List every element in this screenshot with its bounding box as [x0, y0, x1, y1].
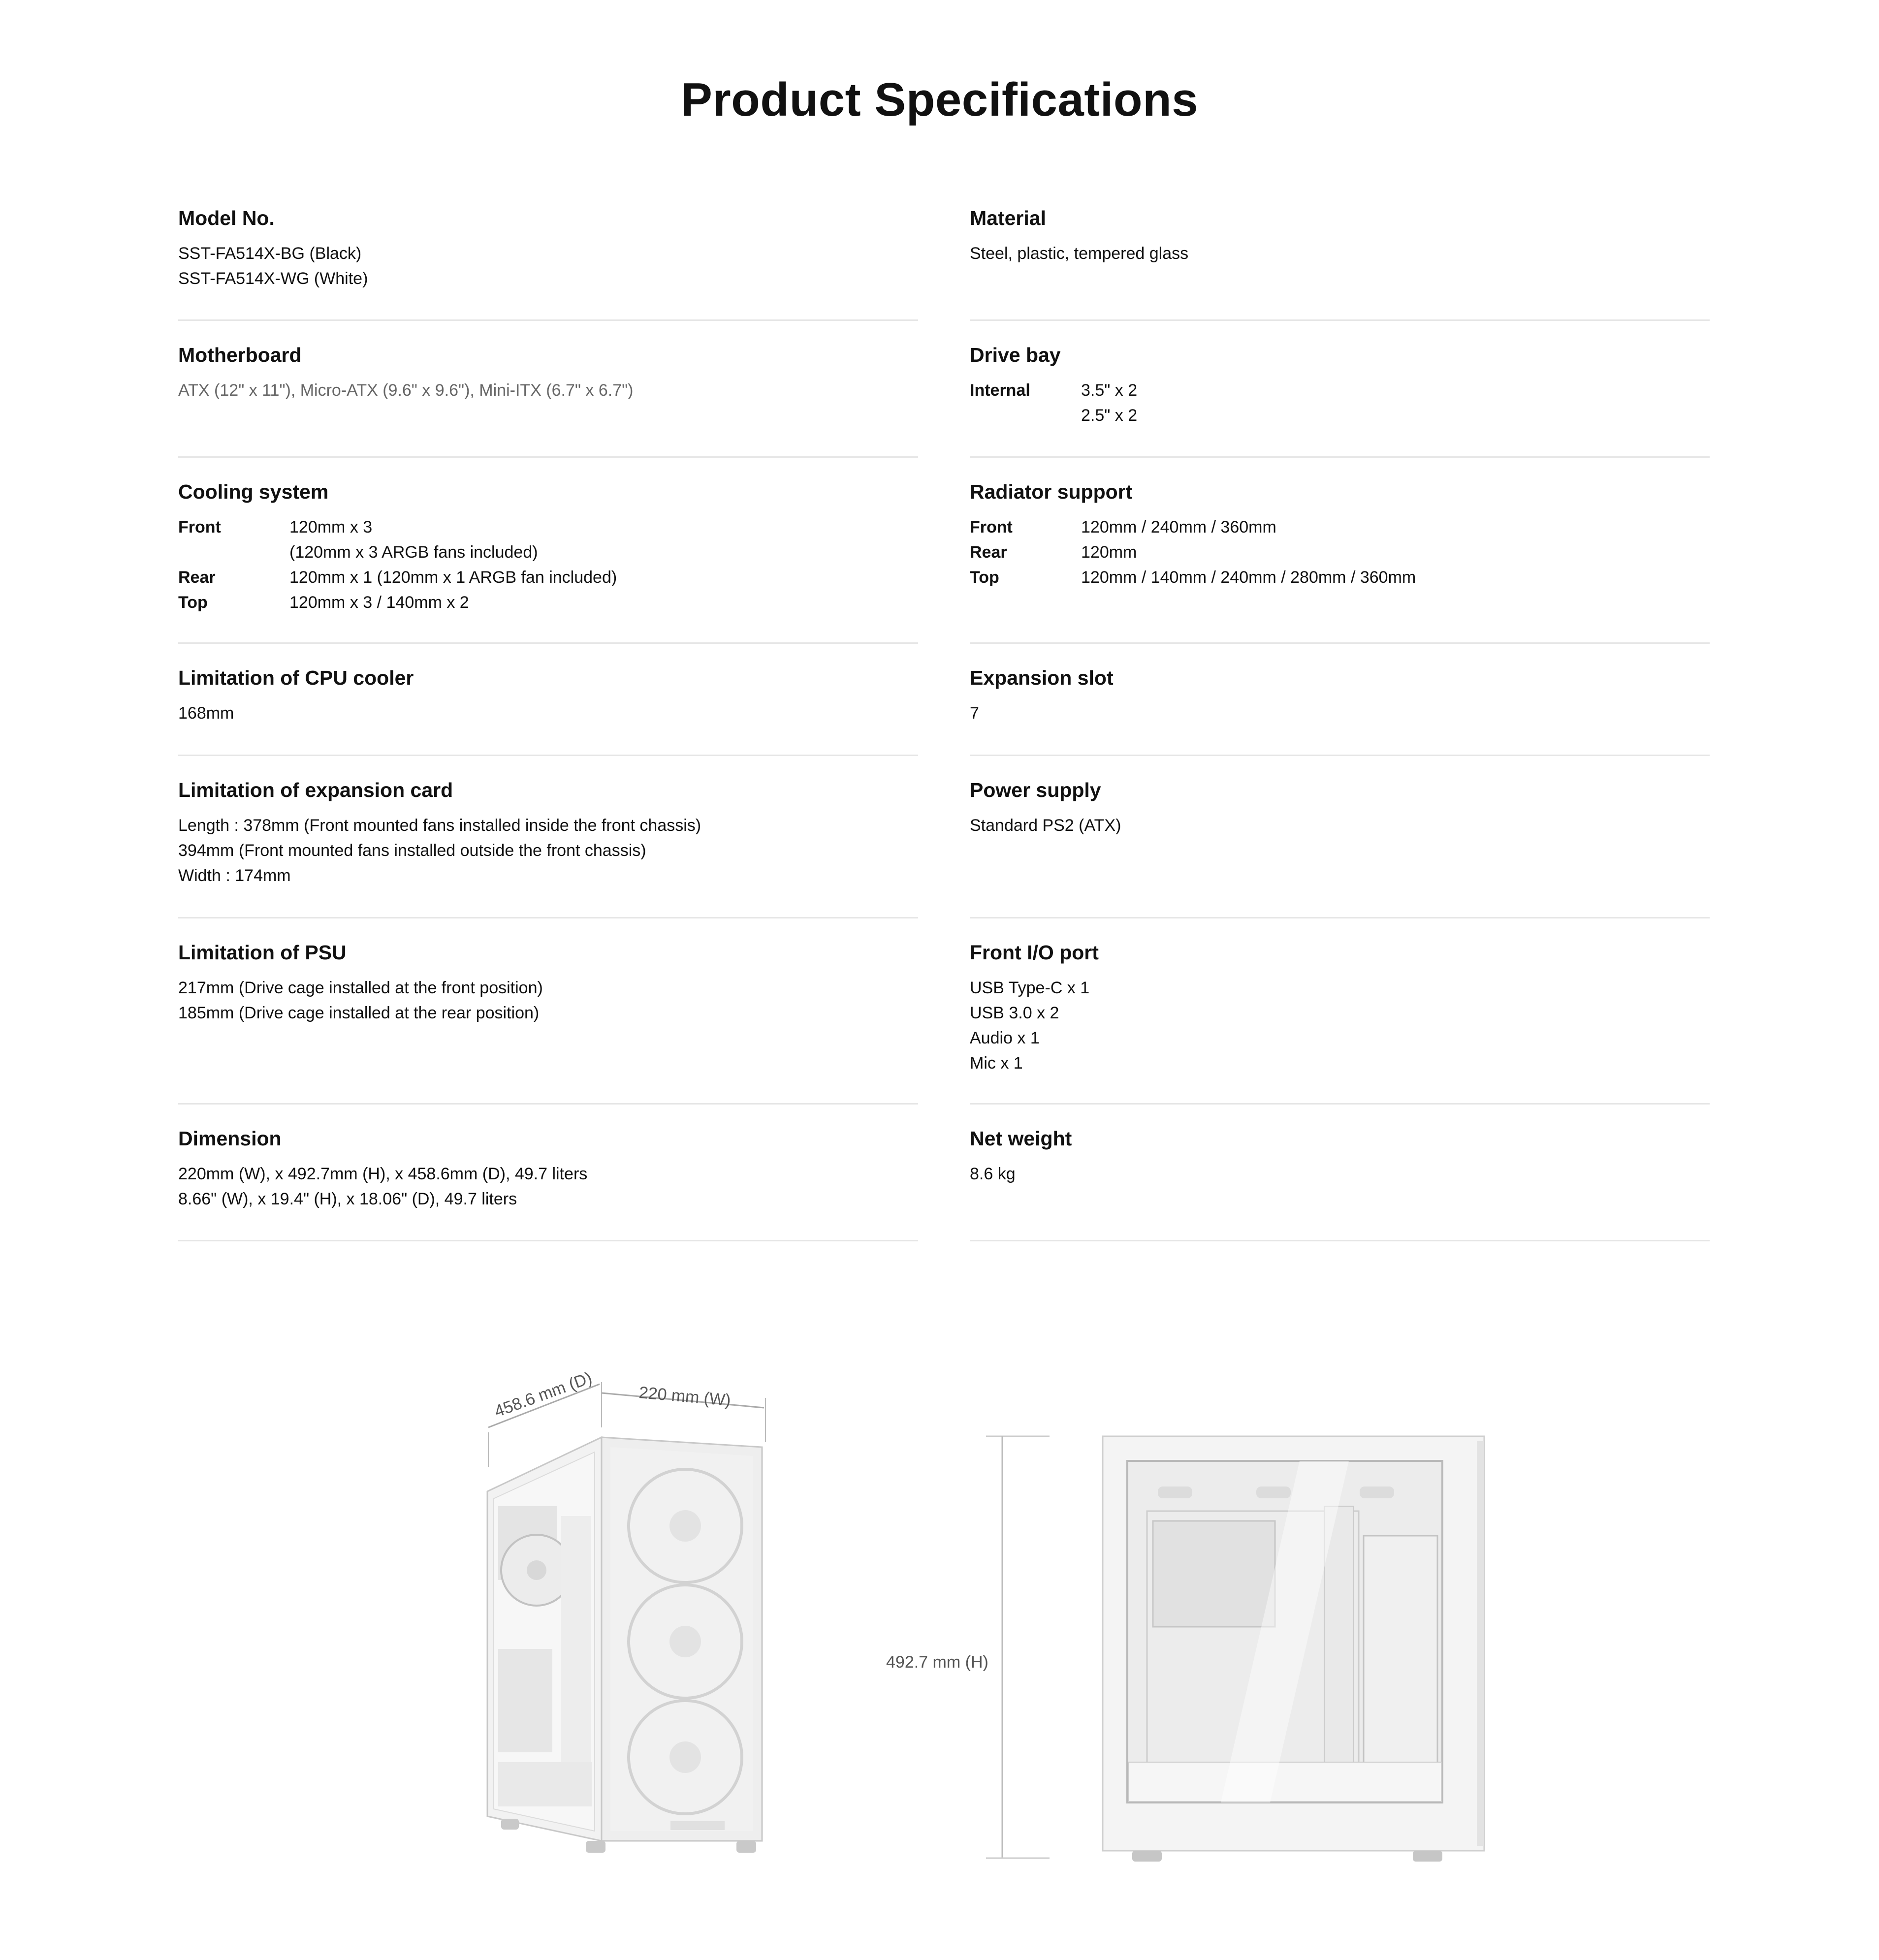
spec-row-key — [970, 403, 1081, 428]
case-illustration — [0, 1329, 1879, 1895]
spec-value — [178, 241, 368, 291]
spec-row-value: 2.5" x 2 — [1081, 406, 1138, 425]
spec-row — [178, 540, 617, 565]
spec-row-key: Rear — [970, 543, 1007, 562]
spec-cooling-system — [178, 451, 918, 644]
spec-title: Limitation of expansion card — [178, 779, 453, 801]
spec-title: Limitation of CPU cooler — [178, 666, 414, 689]
spec-value — [970, 813, 1121, 838]
spec-row — [178, 515, 617, 540]
spec-line: Length : 378mm (Front mounted fans installed inside the front chassis) — [178, 816, 701, 835]
spec-expansion-slot — [970, 637, 1710, 756]
spec-row-value: (120mm x 3 ARGB fans included) — [289, 543, 538, 562]
spec-row-value: 120mm / 140mm / 240mm / 280mm / 360mm — [1081, 568, 1416, 587]
spec-line: Steel, plastic, tempered glass — [970, 244, 1189, 263]
spec-line: Mic x 1 — [970, 1054, 1023, 1073]
spec-row-key: Top — [178, 593, 208, 612]
spec-line: Audio x 1 — [970, 1029, 1040, 1047]
spec-value — [178, 701, 234, 726]
spec-title: Front I/O port — [970, 941, 1099, 964]
spec-limitation-of-psu — [178, 912, 918, 1105]
depth-dimension-label: 458.6 mm (D) — [492, 1368, 595, 1421]
spec-title: Motherboard — [178, 344, 302, 366]
spec-title: Dimension — [178, 1127, 282, 1150]
spec-row-value: 120mm x 3 / 140mm x 2 — [289, 593, 469, 612]
spec-title: Radiator support — [970, 480, 1133, 503]
spec-row-key — [178, 540, 289, 565]
spec-line: SST-FA514X-WG (White) — [178, 269, 368, 288]
spec-material — [970, 177, 1710, 321]
spec-row — [970, 565, 1416, 590]
spec-row — [970, 403, 1137, 428]
spec-line: USB 3.0 x 2 — [970, 1004, 1059, 1022]
spec-value — [970, 515, 1416, 590]
spec-line: USB Type-C x 1 — [970, 979, 1090, 997]
width-dimension-label: 220 mm (W) — [638, 1383, 732, 1410]
spec-value — [970, 378, 1137, 428]
case-iso-view — [487, 1382, 765, 1853]
spec-dimension — [178, 1098, 918, 1241]
spec-row — [970, 515, 1416, 540]
spec-line: 185mm (Drive cage installed at the rear position) — [178, 1004, 540, 1022]
spec-row — [970, 378, 1137, 403]
spec-row-key: Top — [970, 568, 999, 587]
spec-row-value: 120mm — [1081, 543, 1137, 562]
spec-value — [178, 378, 634, 403]
spec-power-supply — [970, 749, 1710, 918]
spec-value — [178, 515, 617, 615]
spec-row — [178, 590, 617, 615]
spec-value — [970, 241, 1188, 266]
spec-limitation-of-expansion-card — [178, 749, 918, 918]
spec-line: Standard PS2 (ATX) — [970, 816, 1121, 835]
spec-title: Material — [970, 207, 1046, 229]
spec-front-i-o-port — [970, 912, 1710, 1105]
spec-title: Cooling system — [178, 480, 329, 503]
spec-row-key: Front — [970, 518, 1013, 537]
spec-title: Drive bay — [970, 344, 1061, 366]
spec-row — [178, 565, 617, 590]
spec-value — [970, 701, 979, 726]
spec-line: 220mm (W), x 492.7mm (H), x 458.6mm (D), 49.7 liters — [178, 1165, 588, 1183]
spec-line: 7 — [970, 704, 979, 723]
spec-title: Expansion slot — [970, 666, 1114, 689]
spec-line: 168mm — [178, 704, 234, 723]
height-dimension-label: 492.7 mm (H) — [886, 1653, 988, 1672]
spec-title: Limitation of PSU — [178, 941, 347, 964]
spec-value — [970, 1162, 1016, 1187]
spec-line: ATX (12" x 11"), Micro-ATX (9.6" x 9.6"), Mini-ITX (6.7" x 6.7") — [178, 381, 634, 400]
spec-radiator-support — [970, 451, 1710, 644]
spec-value — [178, 813, 701, 888]
spec-title: Model No. — [178, 207, 275, 229]
spec-line: 8.66" (W), x 19.4" (H), x 18.06" (D), 49.7 liters — [178, 1190, 517, 1208]
spec-model-no — [178, 177, 918, 321]
spec-net-weight — [970, 1098, 1710, 1241]
spec-line: 8.6 kg — [970, 1165, 1016, 1183]
spec-row-key: Front — [178, 518, 221, 537]
spec-row-value: 120mm x 3 — [289, 518, 373, 537]
spec-title: Power supply — [970, 779, 1101, 801]
spec-drive-bay — [970, 314, 1710, 458]
spec-row-key: Rear — [178, 568, 216, 587]
spec-limitation-of-cpu-cooler — [178, 637, 918, 756]
page-title: Product Specifications — [680, 73, 1199, 126]
case-side-view — [1103, 1436, 1484, 1862]
spec-line: Width : 174mm — [178, 866, 291, 885]
spec-row-value: 3.5" x 2 — [1081, 381, 1138, 400]
spec-row — [970, 540, 1416, 565]
spec-row-key: Internal — [970, 381, 1030, 400]
spec-row-value: 120mm x 1 (120mm x 1 ARGB fan included) — [289, 568, 617, 587]
spec-value — [178, 1162, 587, 1212]
spec-row-value: 120mm / 240mm / 360mm — [1081, 518, 1276, 537]
spec-value — [970, 976, 1089, 1076]
spec-value — [178, 976, 543, 1026]
spec-line: 394mm (Front mounted fans installed outside the front chassis) — [178, 841, 646, 860]
spec-line: SST-FA514X-BG (Black) — [178, 244, 362, 263]
spec-motherboard — [178, 314, 918, 458]
spec-title: Net weight — [970, 1127, 1072, 1150]
spec-line: 217mm (Drive cage installed at the front position) — [178, 979, 543, 997]
